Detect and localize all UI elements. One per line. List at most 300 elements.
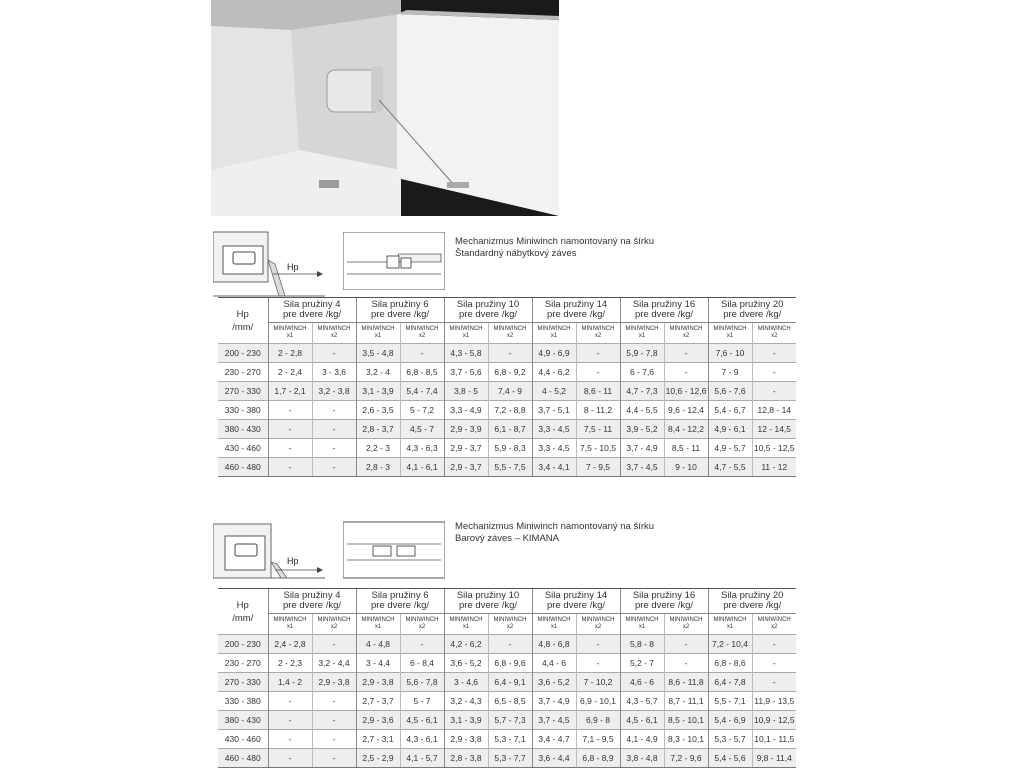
force-range-cell: 5,4 - 6,7 <box>708 401 752 420</box>
miniwinch-label: MINIWINCH <box>537 326 571 332</box>
miniwinch-subheader <box>708 323 752 344</box>
miniwinch-count: x2 <box>506 333 514 339</box>
spring-force-unit: pre dvere /kg/ <box>546 600 606 611</box>
spring-force-title: Sila pružiny 6 <box>371 299 429 310</box>
force-range-cell: 8,5 - 11 <box>664 439 708 458</box>
miniwinch-subheader <box>620 323 664 344</box>
force-range-cell: - <box>576 654 620 673</box>
force-range-cell: 2,5 - 2,9 <box>356 749 400 768</box>
force-range-cell: 4,4 - 6 <box>532 654 576 673</box>
hp-range-cell: 200 - 230 <box>218 344 268 363</box>
miniwinch-count: x2 <box>506 624 514 630</box>
table-row <box>218 344 796 363</box>
force-range-cell: - <box>488 635 532 654</box>
miniwinch-label: MINIWINCH <box>273 326 307 332</box>
force-range-cell: - <box>268 401 312 420</box>
table-row <box>218 382 796 401</box>
force-range-cell: 4,3 - 5,8 <box>444 344 488 363</box>
spring-force-unit: pre dvere /kg/ <box>282 309 342 320</box>
force-range-cell: - <box>312 420 356 439</box>
spring-force-title: Sila pružiny 14 <box>544 590 608 601</box>
spring-force-unit: pre dvere /kg/ <box>370 309 430 320</box>
force-range-cell: 3,7 - 4,5 <box>532 711 576 730</box>
miniwinch-count: x2 <box>771 333 778 339</box>
force-range-cell: - <box>488 344 532 363</box>
hp-range-cell: 330 - 380 <box>218 401 268 420</box>
hp-column-header <box>218 589 268 635</box>
miniwinch-count: x2 <box>330 333 338 339</box>
force-range-cell: 5,4 - 5,6 <box>708 749 752 768</box>
force-range-cell: 6,8 - 9,2 <box>488 363 532 382</box>
hp-range-cell: 230 - 270 <box>218 654 268 673</box>
spring-force-unit: pre dvere /kg/ <box>370 600 430 611</box>
force-range-cell: - <box>312 439 356 458</box>
force-range-cell: 2,7 - 3,1 <box>356 730 400 749</box>
force-range-cell: 4 - 4,8 <box>356 635 400 654</box>
force-range-cell: 3,1 - 3,9 <box>356 382 400 401</box>
table-row <box>218 439 796 458</box>
force-range-cell: 3,4 - 4,1 <box>532 458 576 477</box>
force-range-cell: 2 - 2,3 <box>268 654 312 673</box>
caption-mechanism: Mechanizmus Miniwinch namontovaný na šírku <box>455 236 655 247</box>
force-range-cell: 12,8 - 14 <box>752 401 796 420</box>
miniwinch-subheader <box>444 614 488 635</box>
force-range-cell: 8,6 - 11,8 <box>664 673 708 692</box>
force-range-cell: 5,4 - 7,4 <box>400 382 444 401</box>
force-range-cell: 7 - 9 <box>708 363 752 382</box>
force-range-cell: 6,8 - 8,9 <box>576 749 620 768</box>
force-range-cell: 2,8 - 3,7 <box>356 420 400 439</box>
force-range-cell: - <box>752 654 796 673</box>
miniwinch-label: MINIWINCH <box>625 326 659 332</box>
miniwinch-label: MINIWINCH <box>581 326 615 332</box>
miniwinch-label: MINIWINCH <box>669 617 703 623</box>
force-range-cell: 4,7 - 5,5 <box>708 458 752 477</box>
force-range-cell: - <box>664 344 708 363</box>
force-range-cell: 3,1 - 3,9 <box>444 711 488 730</box>
caption-mechanism: Mechanizmus Miniwinch namontovaný na šírku <box>455 521 655 532</box>
force-range-cell: 6,8 - 8,6 <box>708 654 752 673</box>
spring-force-unit: pre dvere /kg/ <box>458 600 518 611</box>
miniwinch-label: MINIWINCH <box>449 617 483 623</box>
spring-force-title: Sila pružiny 4 <box>283 299 341 310</box>
spring-force-unit: pre dvere /kg/ <box>546 309 606 320</box>
miniwinch-subheader <box>620 614 664 635</box>
force-range-cell: 3 - 3,6 <box>312 363 356 382</box>
force-range-cell: 3,2 - 4,4 <box>312 654 356 673</box>
force-range-cell: 2,9 - 3,7 <box>444 458 488 477</box>
force-range-cell: 10,5 - 12,5 <box>752 439 796 458</box>
table-row <box>218 654 796 673</box>
force-range-cell: 5,4 - 6,9 <box>708 711 752 730</box>
table-row <box>218 711 796 730</box>
miniwinch-label: MINIWINCH <box>361 617 395 623</box>
force-range-cell: 2,9 - 3,9 <box>444 420 488 439</box>
spring-force-header <box>620 589 708 614</box>
table-row <box>218 458 796 477</box>
force-range-cell: 4,1 - 5,7 <box>400 749 444 768</box>
force-range-cell: 9,6 - 12,4 <box>664 401 708 420</box>
force-range-cell: - <box>268 439 312 458</box>
spring-force-title: Sila pružiny 16 <box>632 590 696 601</box>
force-range-cell: 2,2 - 3 <box>356 439 400 458</box>
hp-dimension-label: Hp <box>287 262 299 272</box>
force-range-cell: 4,2 - 6,2 <box>444 635 488 654</box>
miniwinch-subheader <box>312 614 356 635</box>
miniwinch-count: x1 <box>374 333 382 339</box>
force-range-cell: 3,7 - 5,6 <box>444 363 488 382</box>
miniwinch-label: MINIWINCH <box>273 617 307 623</box>
force-range-cell: - <box>752 382 796 401</box>
force-range-cell: 4,5 - 6,1 <box>400 711 444 730</box>
force-range-cell: 2,9 - 3,6 <box>356 711 400 730</box>
force-range-cell: 10,6 - 12,6 <box>664 382 708 401</box>
force-range-cell: - <box>312 711 356 730</box>
force-range-cell: 3,3 - 4,9 <box>444 401 488 420</box>
force-range-cell: 11,9 - 13,5 <box>752 692 796 711</box>
hp-dimension-label: Hp <box>287 556 299 566</box>
force-range-cell: 4,9 - 6,1 <box>708 420 752 439</box>
force-range-cell: 7,6 - 10 <box>708 344 752 363</box>
force-range-cell: 3,5 - 4,8 <box>356 344 400 363</box>
force-range-cell: 2,4 - 2,8 <box>268 635 312 654</box>
force-range-cell: 4,8 - 6,8 <box>532 635 576 654</box>
force-range-cell: 4,4 - 5,5 <box>620 401 664 420</box>
force-range-cell: 4,9 - 5,7 <box>708 439 752 458</box>
unit-label: /mm/ <box>232 321 254 333</box>
spring-force-unit: pre dvere /kg/ <box>634 600 694 611</box>
force-range-cell: - <box>312 635 356 654</box>
force-range-cell: - <box>752 635 796 654</box>
spring-force-header <box>532 298 620 323</box>
force-range-cell: 7,1 - 9,5 <box>576 730 620 749</box>
hp-range-cell: 270 - 330 <box>218 382 268 401</box>
spring-force-header <box>444 589 532 614</box>
force-range-cell: 7,2 - 8,8 <box>488 401 532 420</box>
force-range-cell: 6,8 - 8,5 <box>400 363 444 382</box>
force-range-cell: 8,4 - 12,2 <box>664 420 708 439</box>
hp-range-cell: 460 - 480 <box>218 458 268 477</box>
force-range-cell: 3,7 - 5,1 <box>532 401 576 420</box>
force-range-cell: 10,1 - 11,5 <box>752 730 796 749</box>
force-range-cell: 2,9 - 3,7 <box>444 439 488 458</box>
force-range-cell: 1,4 - 2 <box>268 673 312 692</box>
force-range-cell: 3,3 - 4,5 <box>532 439 576 458</box>
hp-range-cell: 430 - 460 <box>218 439 268 458</box>
spring-force-header <box>620 298 708 323</box>
section-caption <box>455 521 654 545</box>
miniwinch-subheader <box>488 323 532 344</box>
hp-range-cell: 330 - 380 <box>218 692 268 711</box>
force-range-cell: - <box>664 363 708 382</box>
hinge-profile-diagram-icon <box>213 517 325 589</box>
force-range-cell: - <box>400 344 444 363</box>
miniwinch-subheader <box>488 614 532 635</box>
miniwinch-label: MINIWINCH <box>537 617 571 623</box>
table-row <box>218 749 796 768</box>
force-range-cell: 7,2 - 9,6 <box>664 749 708 768</box>
force-range-cell: 2 - 2,8 <box>268 344 312 363</box>
miniwinch-subheader <box>400 323 444 344</box>
force-range-cell: 5,5 - 7,1 <box>708 692 752 711</box>
miniwinch-label: MINIWINCH <box>493 617 527 623</box>
force-range-cell: 2,6 - 3,5 <box>356 401 400 420</box>
force-range-cell: 2,8 - 3,8 <box>444 749 488 768</box>
miniwinch-subheader <box>400 614 444 635</box>
caption-hinge-type: Barový záves – KIMANA <box>455 533 560 544</box>
spring-force-unit: pre dvere /kg/ <box>282 600 342 611</box>
spring-force-unit: pre dvere /kg/ <box>723 600 782 611</box>
force-range-cell: 3,8 - 5 <box>444 382 488 401</box>
force-range-cell: 6,9 - 10,1 <box>576 692 620 711</box>
miniwinch-subheader <box>708 614 752 635</box>
force-range-cell: - <box>576 363 620 382</box>
force-range-cell: - <box>312 344 356 363</box>
miniwinch-label: MINIWINCH <box>405 617 439 623</box>
section-caption <box>455 236 654 260</box>
spring-force-title: Sila pružiny 4 <box>283 590 341 601</box>
force-range-cell: 5,3 - 7,7 <box>488 749 532 768</box>
force-range-cell: 5,9 - 7,8 <box>620 344 664 363</box>
force-range-cell: 6 - 8,4 <box>400 654 444 673</box>
force-range-cell: 5,6 - 7,6 <box>708 382 752 401</box>
miniwinch-count: x2 <box>418 333 426 339</box>
hinge-profile-diagram-icon <box>213 230 325 302</box>
spring-force-header <box>532 589 620 614</box>
force-range-cell: 3,2 - 4,3 <box>444 692 488 711</box>
miniwinch-subheader <box>356 323 400 344</box>
miniwinch-label: MINIWINCH <box>625 617 659 623</box>
table-row <box>218 692 796 711</box>
product-photo <box>211 0 559 216</box>
spring-force-title: Sila pružiny 14 <box>544 299 608 310</box>
force-range-cell: 4,3 - 6,3 <box>400 439 444 458</box>
miniwinch-subheader <box>532 614 576 635</box>
spring-force-title: Sila pružiny 20 <box>721 299 784 310</box>
force-range-cell: - <box>268 730 312 749</box>
force-range-cell: 5,3 - 5,7 <box>708 730 752 749</box>
force-range-cell: 2,7 - 3,7 <box>356 692 400 711</box>
miniwinch-subheader <box>576 323 620 344</box>
force-range-cell: 6 - 7,6 <box>620 363 664 382</box>
miniwinch-count: x2 <box>594 333 602 339</box>
spring-force-table <box>218 588 796 768</box>
force-range-cell: 5,6 - 7,8 <box>400 673 444 692</box>
force-range-cell: 4,6 - 6 <box>620 673 664 692</box>
force-range-cell: 5,7 - 7,3 <box>488 711 532 730</box>
force-range-cell: 2,9 - 3,8 <box>312 673 356 692</box>
miniwinch-subheader <box>356 614 400 635</box>
miniwinch-count: x2 <box>418 624 426 630</box>
force-range-cell: 4,5 - 6,1 <box>620 711 664 730</box>
force-range-cell: 4,3 - 6,1 <box>400 730 444 749</box>
force-range-cell: - <box>400 635 444 654</box>
force-range-cell: 7 - 9,5 <box>576 458 620 477</box>
miniwinch-subheader <box>268 323 312 344</box>
force-range-cell: 4,4 - 6,2 <box>532 363 576 382</box>
spring-force-header <box>708 298 796 323</box>
miniwinch-count: x1 <box>462 624 470 630</box>
force-range-cell: 6,9 - 8 <box>576 711 620 730</box>
miniwinch-count: x1 <box>726 333 734 339</box>
miniwinch-count: x1 <box>550 624 558 630</box>
force-range-cell: - <box>312 730 356 749</box>
force-range-cell: 8 - 11,2 <box>576 401 620 420</box>
miniwinch-label: MINIWINCH <box>581 617 615 623</box>
force-range-cell: 4,3 - 5,7 <box>620 692 664 711</box>
spring-force-header <box>444 298 532 323</box>
table-row <box>218 730 796 749</box>
table-row <box>218 401 796 420</box>
force-range-cell: - <box>312 692 356 711</box>
table-row <box>218 363 796 382</box>
force-range-cell: 3,9 - 5,2 <box>620 420 664 439</box>
miniwinch-label: MINIWINCH <box>317 326 351 332</box>
force-range-cell: 4 - 5,2 <box>532 382 576 401</box>
miniwinch-count: x1 <box>286 333 294 339</box>
force-range-cell: 3,7 - 4,9 <box>620 439 664 458</box>
caption-hinge-type: Štandardný nábytkový záves <box>455 248 577 259</box>
force-range-cell: 3,6 - 5,2 <box>532 673 576 692</box>
spring-force-title: Sila pružiny 20 <box>721 590 784 601</box>
spring-force-unit: pre dvere /kg/ <box>723 309 782 320</box>
force-range-cell: - <box>664 654 708 673</box>
spring-force-header <box>356 298 444 323</box>
hp-range-cell: 270 - 330 <box>218 673 268 692</box>
force-range-cell: - <box>752 363 796 382</box>
miniwinch-label: MINIWINCH <box>361 326 395 332</box>
force-range-cell: - <box>752 344 796 363</box>
force-range-cell: 5,2 - 7 <box>620 654 664 673</box>
hp-range-cell: 460 - 480 <box>218 749 268 768</box>
miniwinch-count: x1 <box>638 624 646 630</box>
miniwinch-subheader <box>752 614 796 635</box>
force-range-cell: - <box>312 458 356 477</box>
hp-range-cell: 380 - 430 <box>218 420 268 439</box>
miniwinch-count: x1 <box>286 624 294 630</box>
force-range-cell: 5,5 - 7,5 <box>488 458 532 477</box>
spring-force-title: Sila pružiny 6 <box>371 590 429 601</box>
spring-force-title: Sila pružiny 10 <box>456 299 520 310</box>
force-range-cell: 2 - 2,4 <box>268 363 312 382</box>
miniwinch-count: x1 <box>462 333 470 339</box>
cabinet-with-miniwinch-icon <box>211 0 559 216</box>
force-range-cell: 5,3 - 7,1 <box>488 730 532 749</box>
miniwinch-count: x2 <box>682 624 690 630</box>
spring-force-header <box>356 589 444 614</box>
force-range-cell: - <box>752 673 796 692</box>
miniwinch-count: x2 <box>594 624 602 630</box>
force-range-cell: 7 - 10,2 <box>576 673 620 692</box>
miniwinch-label: MINIWINCH <box>449 326 483 332</box>
force-range-cell: 6,5 - 8,5 <box>488 692 532 711</box>
force-range-cell: - <box>268 749 312 768</box>
miniwinch-label: MINIWINCH <box>713 326 747 332</box>
spring-force-title: Sila pružiny 16 <box>632 299 696 310</box>
miniwinch-subheader <box>752 323 796 344</box>
force-range-cell: 2,9 - 3,8 <box>356 673 400 692</box>
miniwinch-subheader <box>268 614 312 635</box>
force-range-cell: 4,1 - 6,1 <box>400 458 444 477</box>
force-range-cell: 6,4 - 7,8 <box>708 673 752 692</box>
miniwinch-count: x2 <box>330 624 338 630</box>
force-range-cell: 3,8 - 4,8 <box>620 749 664 768</box>
miniwinch-subheader <box>444 323 488 344</box>
miniwinch-count: x2 <box>771 624 778 630</box>
spring-force-header <box>268 298 356 323</box>
table-row <box>218 673 796 692</box>
miniwinch-label: MINIWINCH <box>757 617 791 623</box>
force-range-cell: 9 - 10 <box>664 458 708 477</box>
force-range-cell: - <box>268 458 312 477</box>
force-range-cell: 4,1 - 4,9 <box>620 730 664 749</box>
hp-column-header <box>218 298 268 344</box>
force-range-cell: 2,8 - 3 <box>356 458 400 477</box>
hp-range-cell: 380 - 430 <box>218 711 268 730</box>
miniwinch-label: MINIWINCH <box>757 326 791 332</box>
force-range-cell: - <box>312 749 356 768</box>
spring-force-header <box>708 589 796 614</box>
force-range-cell: 5,8 - 8 <box>620 635 664 654</box>
force-range-cell: - <box>268 692 312 711</box>
table-row <box>218 635 796 654</box>
miniwinch-count: x1 <box>638 333 646 339</box>
force-range-cell: 7,4 - 9 <box>488 382 532 401</box>
hp-range-cell: 230 - 270 <box>218 363 268 382</box>
hinge-detail-diagram-icon <box>343 521 445 579</box>
miniwinch-count: x1 <box>726 624 734 630</box>
force-range-cell: - <box>268 711 312 730</box>
spring-force-unit: pre dvere /kg/ <box>634 309 694 320</box>
unit-label: /mm/ <box>232 612 254 624</box>
force-range-cell: 8,3 - 10,1 <box>664 730 708 749</box>
miniwinch-count: x2 <box>682 333 690 339</box>
force-range-cell: 3,3 - 4,5 <box>532 420 576 439</box>
hp-label: Hp <box>236 308 249 320</box>
force-range-cell: 7,5 - 10,5 <box>576 439 620 458</box>
spring-force-unit: pre dvere /kg/ <box>458 309 518 320</box>
spring-force-table <box>218 297 796 477</box>
miniwinch-label: MINIWINCH <box>669 326 703 332</box>
force-range-cell: - <box>576 344 620 363</box>
force-range-cell: 3 - 4,6 <box>444 673 488 692</box>
miniwinch-label: MINIWINCH <box>713 617 747 623</box>
miniwinch-subheader <box>576 614 620 635</box>
force-range-cell: 3,2 - 4 <box>356 363 400 382</box>
force-range-cell: - <box>576 635 620 654</box>
force-range-cell: 5,9 - 8,3 <box>488 439 532 458</box>
force-range-cell: 4,5 - 7 <box>400 420 444 439</box>
force-range-cell: 6,4 - 9,1 <box>488 673 532 692</box>
force-range-cell: 8,5 - 10,1 <box>664 711 708 730</box>
hp-label: Hp <box>236 599 249 611</box>
force-range-cell: 3,2 - 3,8 <box>312 382 356 401</box>
force-range-cell: 3,7 - 4,5 <box>620 458 664 477</box>
hp-range-cell: 200 - 230 <box>218 635 268 654</box>
force-range-cell: 2,9 - 3,8 <box>444 730 488 749</box>
force-range-cell: 1,7 - 2,1 <box>268 382 312 401</box>
force-range-cell: 9,8 - 11,4 <box>752 749 796 768</box>
miniwinch-label: MINIWINCH <box>405 326 439 332</box>
force-range-cell: - <box>268 420 312 439</box>
force-range-cell: 8,7 - 11,1 <box>664 692 708 711</box>
force-range-cell: - <box>312 401 356 420</box>
force-range-cell: 3,4 - 4,7 <box>532 730 576 749</box>
force-range-cell: 6,8 - 9,6 <box>488 654 532 673</box>
force-range-cell: 7,2 - 10,4 <box>708 635 752 654</box>
force-range-cell: 3 - 4,4 <box>356 654 400 673</box>
spring-force-header <box>268 589 356 614</box>
